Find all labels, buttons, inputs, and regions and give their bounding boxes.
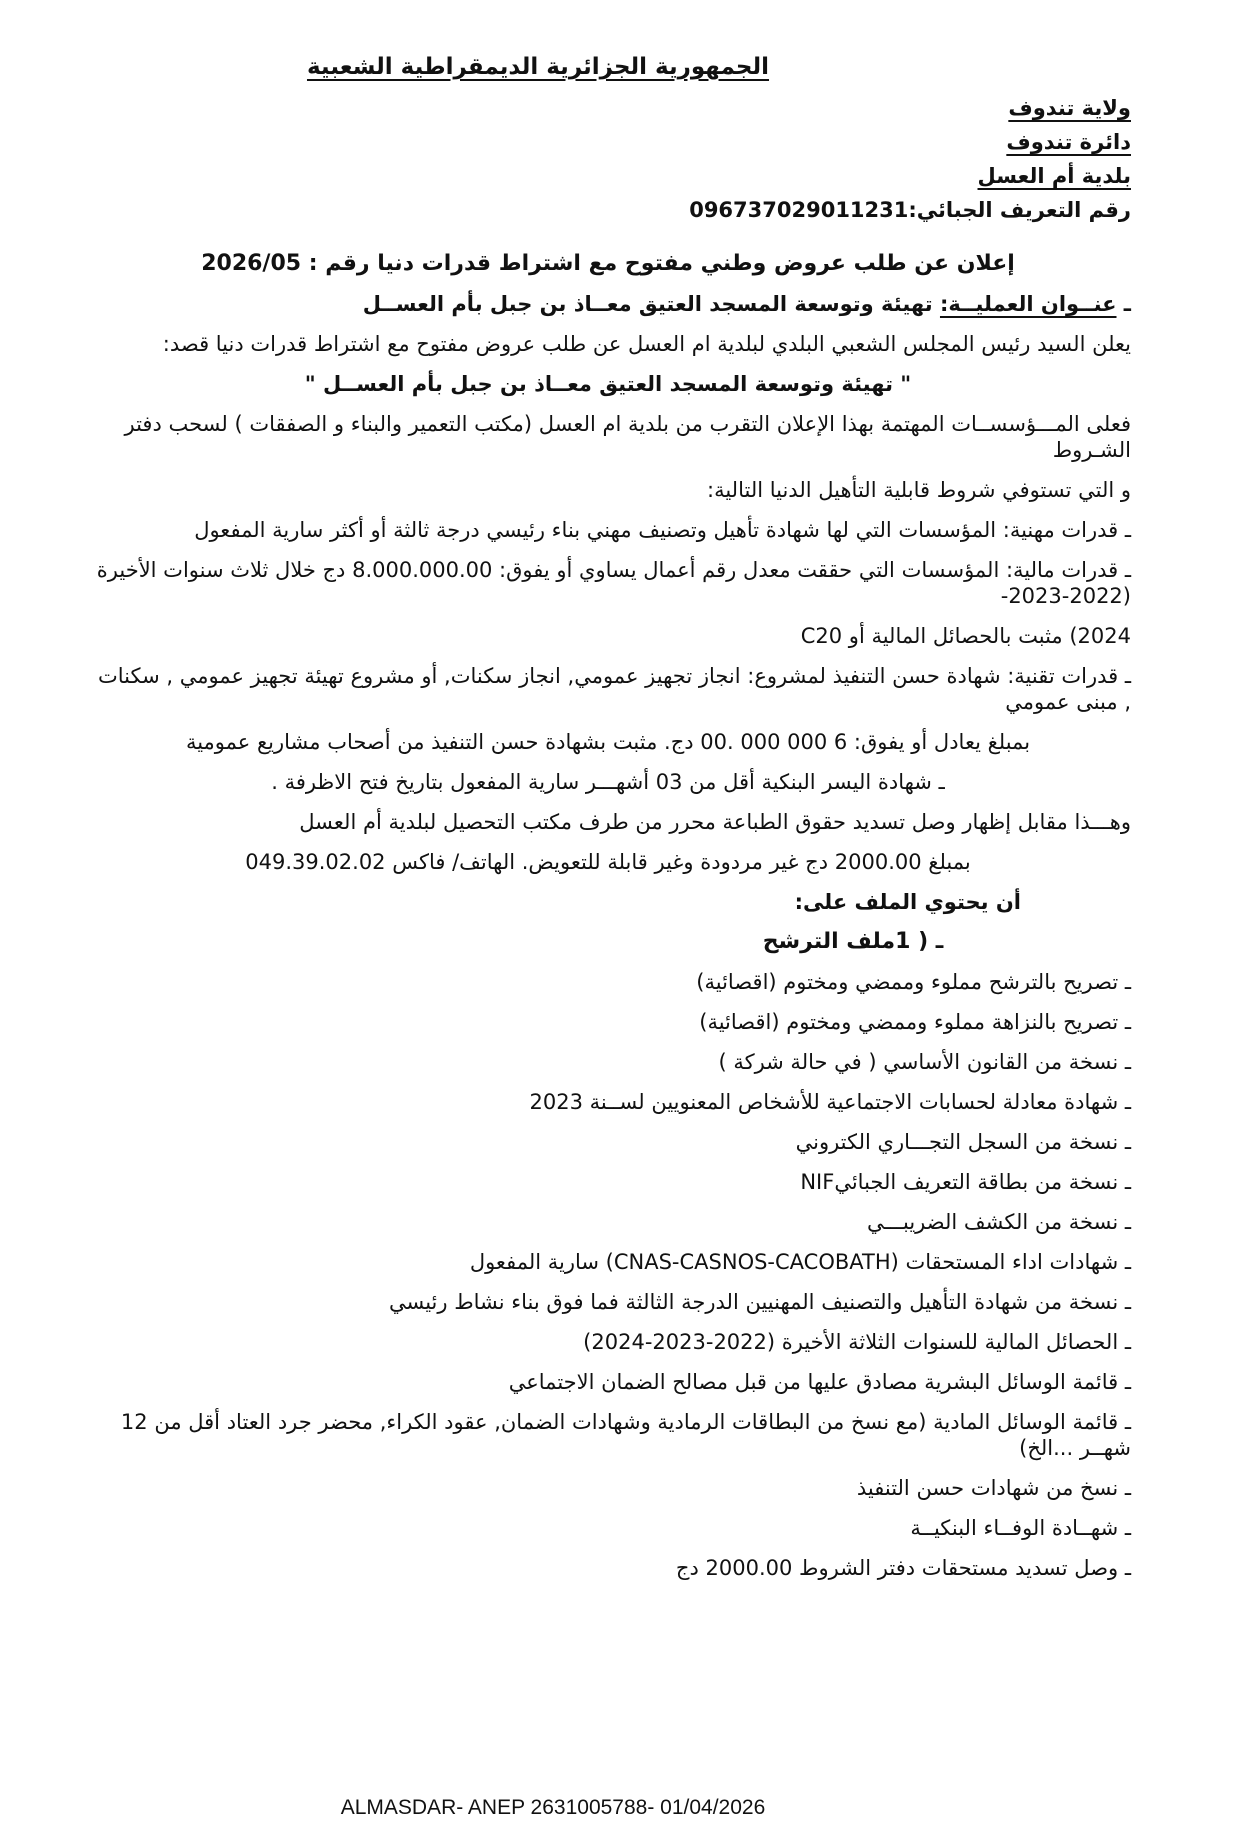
project-name-line: " تهيئة وتوسعة المسجد العتيق معــاذ بن جبل بأم العســل " bbox=[304, 372, 912, 396]
amount-pre: بمبلغ يعادل أو يفوق: bbox=[847, 730, 1031, 754]
tax-id-line: رقم التعريف الجبائي:096737029011231 bbox=[689, 198, 1131, 222]
wilaya-line: ولاية تندوف bbox=[1008, 96, 1131, 120]
daira-line: دائرة تندوف bbox=[1006, 130, 1131, 154]
bottom-spacer bbox=[85, 1595, 1131, 1795]
dossier-item-qualification-certificate: ـ نسخة من شهادة التأهيل والتصنيف المهنيين الدرجة الثالثة فما فوق بناء نشاط رئيسي bbox=[388, 1290, 1131, 1314]
dossier-item-nif-card: ـ نسخة من بطاقة التعريف الجبائيNIF bbox=[800, 1170, 1131, 1194]
dossier-item-statutes-copy: ـ نسخة من القانون الأساسي ( في حالة شركة ) bbox=[718, 1050, 1131, 1074]
financial-capacity-cont-line: 2024) مثبت بالحصائل المالية أو C20 bbox=[800, 624, 1131, 648]
dossier-item-human-resources-list: ـ قائمة الوسائل البشرية مصادق عليها من قبل مصالح الضمان الاجتماعي bbox=[508, 1370, 1131, 1394]
dossier-item-commercial-register: ـ نسخة من السجل التجـــاري الكتروني bbox=[795, 1130, 1131, 1154]
dossier-item-cnas-casnos-cacobath: ـ شهادات اداء المستحقات (CNAS-CASNOS-CACOBATH) سارية المفعول bbox=[469, 1250, 1131, 1274]
fees-line-1: وهـــذا مقابل إظهار وصل تسديد حقوق الطباعة محرر من طرف مكتب التحصيل لبلدية أم العسل bbox=[299, 810, 1131, 834]
dossier-item-tax-statement: ـ نسخة من الكشف الضريبـــي bbox=[867, 1210, 1131, 1234]
file-contents-intro: أن يحتوي الملف على: bbox=[794, 890, 1021, 914]
dossier-item-specifications-fee-receipt: ـ وصل تسديد مستحقات دفتر الشروط 2000.00 دج bbox=[675, 1556, 1131, 1580]
invite-line: فعلى المـــؤسســات المهتمة بهذا الإعلان التقرب من بلدية ام العسل (مكتب التعمير والبناء و الصفقات ) لسحب دفتر الشـروط bbox=[124, 412, 1131, 462]
fees-line-2: بمبلغ 2000.00 دج غير مردودة وغير قابلة للتعويض. الهاتف/ فاكس 049.39.02.02 bbox=[245, 850, 971, 874]
conditions-intro-line: و التي تستوفي شروط قابلية التأهيل الدنيا التالية: bbox=[707, 478, 1131, 502]
dossier-item-execution-certificates: ـ نسخ من شهادات حسن التنفيذ bbox=[856, 1476, 1131, 1500]
operation-line bbox=[85, 291, 1131, 317]
amount-value: 00. 000 000 6 bbox=[700, 730, 848, 754]
republic-title-text: الجمهورية الجزائرية الديمقراطية الشعبية bbox=[306, 54, 770, 80]
dossier-item-material-resources-list: ـ قائمة الوسائل المادية (مع نسخ من البطاقات الرمادية وشهادات الضمان, عقود الكراء, محضر جرد العتاد أقل من 12 شهــر ...الخ) bbox=[120, 1410, 1131, 1460]
technical-capacity-line: ـ قدرات تقنية: شهادة حسن التنفيذ لمشروع: انجاز تجهيز عمومي, انجاز سكنات, أو مشروع تهيئة تجهيز عمومي , سكنات , مبنى عمومي bbox=[97, 664, 1131, 714]
dossier-item-financial-balances: ـ الحصائل المالية للسنوات الثلاثة الأخيرة (2022-2023-2024) bbox=[583, 1330, 1131, 1354]
republic-title bbox=[85, 52, 1131, 82]
intro-line: يعلن السيد رئيس المجلس الشعبي البلدي لبلدية ام العسل عن طلب عروض مفتوح مع اشتراط قدرات دنيا قصد: bbox=[162, 332, 1131, 356]
dossier-item-bank-solvency-certificate: ـ شهــادة الوفــاء البنكيــة bbox=[910, 1516, 1131, 1540]
financial-capacity-line: ـ قدرات مالية: المؤسسات التي حققت معدل رقم أعمال يساوي أو يفوق: 8.000.000.00 دج خلال ثلاث سنوات الأخيرة (2022-2023- bbox=[96, 558, 1131, 608]
amount-line bbox=[85, 729, 1131, 755]
anep-footer: ALMASDAR- ANEP 2631005788- 01/04/2026 bbox=[340, 1796, 766, 1819]
commune-line: بلدية أم العسل bbox=[977, 164, 1131, 188]
dossier-item-social-accounts-certificate: ـ شهادة معادلة لحسابات الاجتماعية للأشخاص المعنويين لســنة 2023 bbox=[529, 1090, 1131, 1114]
dossier-item-declaration-candidacy: ـ تصريح بالترشح مملوء وممضي ومختوم (اقصائية) bbox=[696, 970, 1131, 994]
dossier-item-declaration-integrity: ـ تصريح بالنزاهة مملوء وممضي ومختوم (اقصائية) bbox=[699, 1010, 1131, 1034]
operation-value: تهيئة وتوسعة المسجد العتيق معــاذ بن جبل بأم العســل bbox=[362, 292, 940, 316]
candidacy-file-title: ملف الترشح bbox=[762, 929, 896, 954]
amount-post: دج. مثبت بشهادة حسن التنفيذ من أصحاب مشاريع عمومية bbox=[185, 730, 701, 754]
operation-dash: ـ bbox=[1116, 292, 1131, 316]
tender-title: إعلان عن طلب عروض وطني مفتوح مع اشتراط قدرات دنيا رقم : 2026/05 bbox=[201, 251, 1015, 276]
professional-capacity-line: ـ قدرات مهنية: المؤسسات التي لها شهادة تأهيل وتصنيف مهني بناء رئيسي درجة ثالثة أو أكثر سارية المفعول bbox=[194, 518, 1131, 542]
operation-label: عنــوان العمليــة: bbox=[939, 292, 1117, 316]
bank-certificate-line: ـ شهادة اليسر البنكية أقل من 03 أشهـــر سارية المفعول بتاريخ فتح الاظرفة . bbox=[271, 770, 945, 794]
candidacy-file-heading bbox=[85, 929, 1131, 955]
candidacy-file-number: 1 ) ـ bbox=[895, 929, 951, 954]
